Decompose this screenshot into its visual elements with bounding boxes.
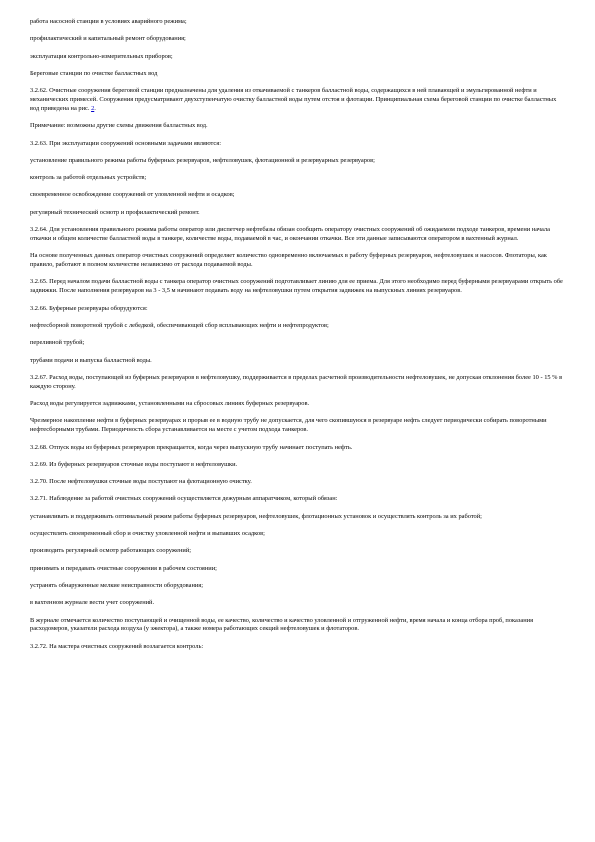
paragraph: работа насосной станции в условиях аварийного режима; xyxy=(30,18,187,25)
paragraph: своевременное освобождение сооружений от уловленной нефти и осадков; xyxy=(30,191,235,199)
paragraph-end: . xyxy=(94,105,96,112)
paragraph: производить регулярный осмотр работающих сооружений; xyxy=(30,547,192,555)
paragraph: эксплуатация контрольно-измерительных приборов; xyxy=(30,52,173,60)
paragraph: На основе полученных данных оператор очистных сооружений определяет количество одновременно включаемых в работу буферных резервуаров, нефтеловушек и насосов. Флотаторы, как правило, работают в полном количестве независимо от расхода подаваемой воды. xyxy=(30,252,547,269)
paragraph: 3.2.68. Отпуск воды из буферных резервуаров прекращается, когда через выпускную трубу начинает поступать нефть. xyxy=(30,443,353,451)
section-heading: Береговые станции по очистке балластных вод xyxy=(30,69,158,77)
paragraph: 3.2.70. После нефтеловушки сточные воды поступают на флотационную очистку. xyxy=(30,478,252,486)
paragraph: переливной трубой; xyxy=(30,339,85,347)
paragraph: 3.2.63. При эксплуатации сооружений основными задачами являются: xyxy=(30,139,221,147)
paragraph: устанавливать и поддерживать оптимальный режим работы буферных резервуаров, нефтеловушек, флотационных установок и осуществлять контроль за их работой; xyxy=(30,512,482,520)
paragraph: В журнале отмечается количество поступающей и очищенной воды, ее качество, количество и качество уловленной и отгруженной нефти, время начала и конца отбора проб, показания расходомеров, указатели расхода воздуха (у эжектора), а также номера работающих секций нефтеловушек и флотаторов. xyxy=(30,616,534,633)
paragraph: 3.2.69. Из буферных резервуаров сточные воды поступают в нефтеловушки. xyxy=(30,460,238,468)
paragraph-text: 3.2.62. Очистные сооружения береговой станции предназначены для удаления из откачиваемой с танкеров балластной воды, содержащихся в ней плавающей и эмульгированной нефти и механических примесей. Сооружения предусматривают двухступенчатую очистку балластной воды путем отстоя и флотации. Принципиальная схема береговой станции по очистке балластных вод приведена на рис. xyxy=(30,87,557,112)
paragraph: контроль за работой отдельных устройств; xyxy=(30,174,147,182)
paragraph: нефтесборной поворотной трубой с лебедкой, обеспечивающей сбор всплывающих нефти и нефтепродуктов; xyxy=(30,321,329,329)
paragraph: в вахтенном журнале вести учет сооружений. xyxy=(30,599,155,607)
paragraph: 3.2.65. Перед началом подачи балластной воды с танкера оператор очистных сооружений подготавливает линию для ее приема. Для этого необходимо перед буферными резервуарами открыть обе задвижки. После наполнения резервуаров на 3 - 3,5 м начинают подавать воду на нефтеловушки путем открытия задвижек на выпускных линиях резервуаров. xyxy=(30,278,563,295)
paragraph: Расход воды регулируется задвижками, установленными на сбросовых линиях буферных резервуаров. xyxy=(30,400,310,408)
paragraph: профилактический и капитальный ремонт оборудования; xyxy=(30,35,186,43)
paragraph: 3.2.72. На мастера очистных сооружений возлагается контроль: xyxy=(30,642,204,650)
paragraph: осуществлять своевременный сбор и очистку уловленной нефти и выпавших осадков; xyxy=(30,530,265,538)
note: Примечание: возможны другие схемы движения балластных вод. xyxy=(30,122,208,130)
paragraph: устранять обнаруженные мелкие неисправности оборудования; xyxy=(30,581,204,589)
paragraph: 3.2.66. Буферные резервуары оборудуются: xyxy=(30,304,148,312)
paragraph: 3.2.67. Расход воды, поступающей из буферных резервуаров в нефтеловушку, поддерживается в пределах расчетной производительности нефтеловушек, не допуская отклонения более 10 - 15 % в каждую сторону. xyxy=(30,373,563,390)
paragraph: Чрезмерное накопление нефти в буферных резервуарах и прорыв ее в водную трубу не допускается, для чего скопившуюся в резервуаре нефть следует периодически собирать поворотными нефтесборными трубами. Периодичность сбора устанавливается на месте с учетом подхода танкеров. xyxy=(30,417,547,434)
paragraph: установление правильного режима работы буферных резервуаров, нефтеловушек, флотационной и резервуарных резервуаров; xyxy=(30,156,375,164)
paragraph: принимать и передавать очистные сооружения в рабочем состоянии; xyxy=(30,564,217,572)
paragraph: трубами подачи и выпуска балластной воды. xyxy=(30,356,152,364)
figure-link[interactable]: 2 xyxy=(91,105,95,112)
paragraph: 3.2.64. Для установления правильного режима работы оператор или диспетчер нефтебазы обязан сообщить оператору очистных сооружений об ожидаемом подходе танкеров, времени начала откачки и общем количестве балластной воды в танкере, количестве воды, подаваемой в час, и окончании откачки. Все эти данные записываются оператором в вахтенный журнал. xyxy=(30,226,550,242)
paragraph: регулярный технический осмотр и профилактический ремонт. xyxy=(30,208,200,216)
paragraph: 3.2.71. Наблюдение за работой очистных сооружений осуществляется дежурным аппаратчиком, который обязан: xyxy=(30,495,338,503)
paragraph xyxy=(30,87,565,114)
